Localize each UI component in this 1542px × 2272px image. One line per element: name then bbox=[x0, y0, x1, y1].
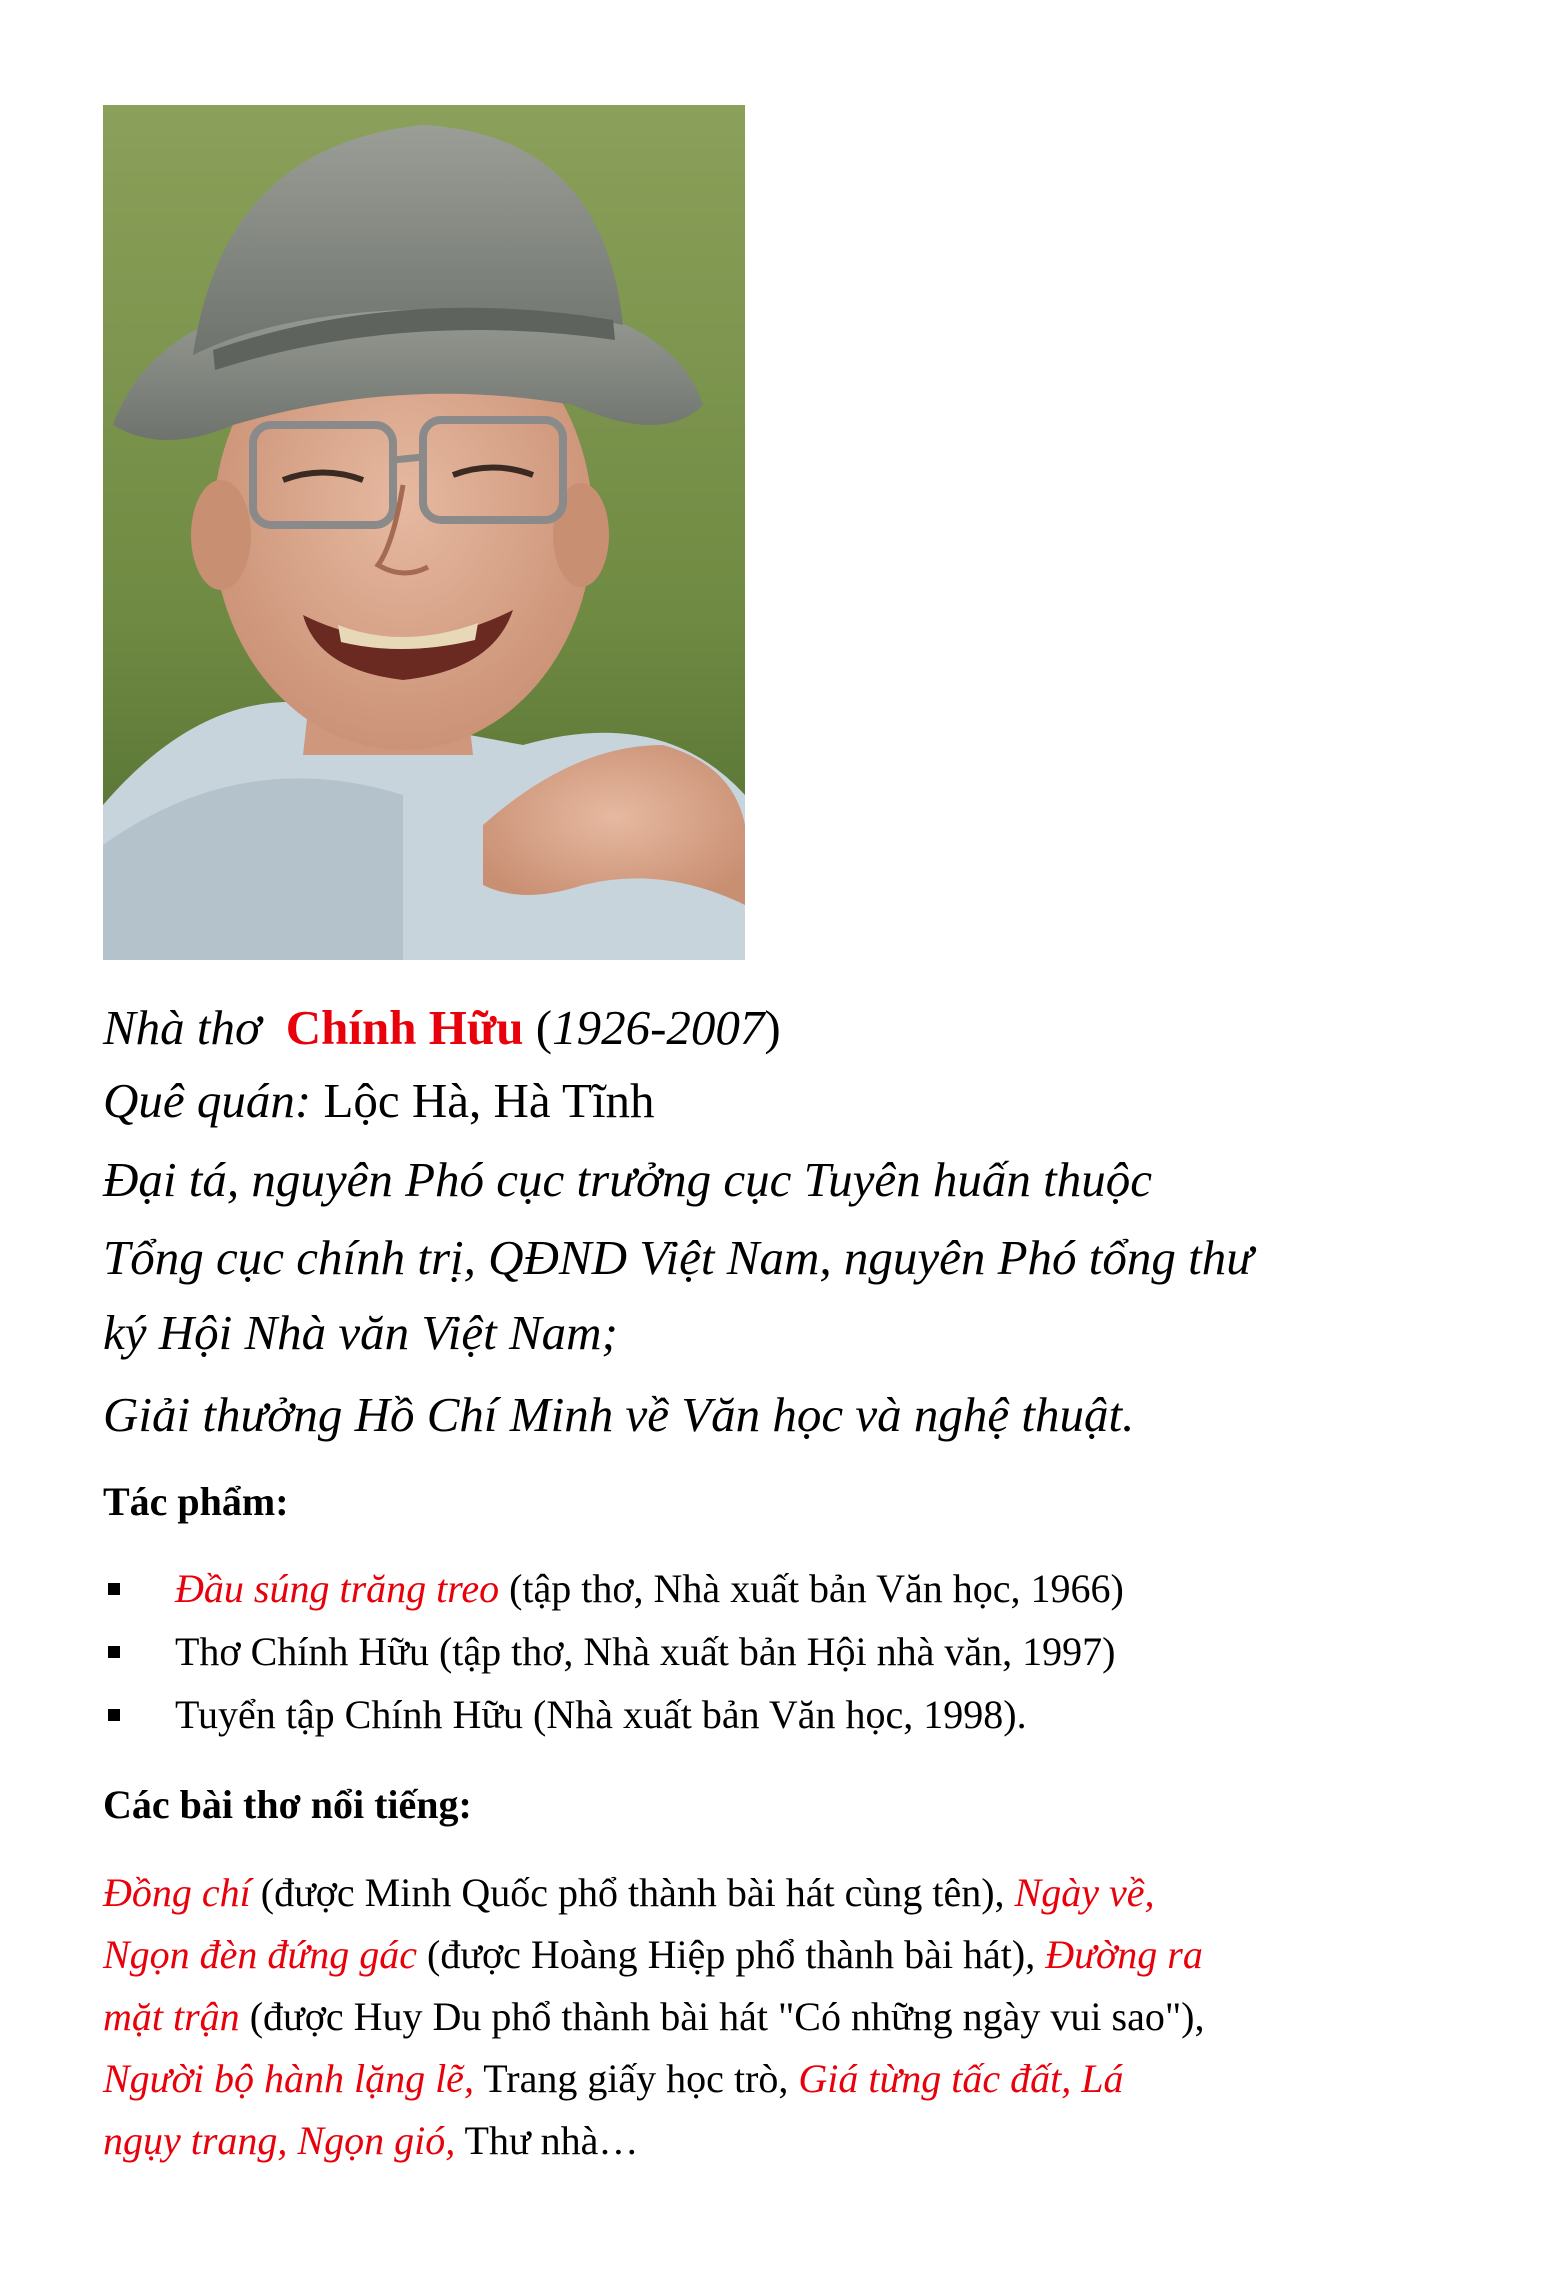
work-detail: (tập thơ, Nhà xuất bản Văn học, 1966) bbox=[499, 1566, 1124, 1611]
poem-title: Đồng chí bbox=[103, 1870, 251, 1915]
portrait-photo bbox=[103, 105, 745, 960]
bullet-icon bbox=[108, 1709, 120, 1721]
position-line: ký Hội Nhà văn Việt Nam; bbox=[103, 1305, 618, 1360]
poem-title: Ngày về, bbox=[1014, 1870, 1155, 1915]
poem-note: (được Minh Quốc phổ thành bài hát cùng tên), bbox=[250, 1870, 1015, 1915]
poem-title: mặt trận bbox=[103, 1994, 240, 2039]
poet-name-line bbox=[103, 1000, 781, 1055]
work-detail: Tuyển tập Chính Hữu (Nhà xuất bản Văn học, 1998). bbox=[175, 1692, 1027, 1737]
poet-years: 1926-2007 bbox=[552, 1000, 765, 1055]
poems-line bbox=[103, 1932, 1203, 1977]
hometown-value: Lộc Hà, Hà Tĩnh bbox=[311, 1073, 655, 1128]
poems-heading: Các bài thơ nổi tiếng: bbox=[103, 1782, 472, 1827]
position-line: Đại tá, nguyên Phó cục trưởng cục Tuyên huấn thuộc bbox=[103, 1152, 1153, 1207]
role-prefix: Nhà thơ bbox=[103, 1000, 262, 1055]
poems-line bbox=[103, 2056, 1124, 2101]
years-close: ) bbox=[764, 1000, 781, 1055]
hometown-label: Quê quán: bbox=[103, 1073, 312, 1128]
poem-note: (được Hoàng Hiệp phổ thành bài hát), bbox=[417, 1932, 1046, 1977]
works-heading: Tác phẩm: bbox=[103, 1479, 289, 1524]
work-detail: Thơ Chính Hữu (tập thơ, Nhà xuất bản Hội nhà văn, 1997) bbox=[175, 1629, 1116, 1674]
poem-note: Thư nhà… bbox=[455, 2118, 639, 2163]
work-title: Đầu súng trăng treo bbox=[175, 1566, 500, 1611]
poem-title: Giá từng tấc đất, Lá bbox=[798, 2056, 1124, 2101]
poems-line bbox=[103, 2118, 639, 2163]
poems-line bbox=[103, 1870, 1155, 1915]
award-line: Giải thưởng Hồ Chí Minh về Văn học và nghệ thuật. bbox=[103, 1387, 1135, 1442]
poem-title: Đường ra bbox=[1045, 1932, 1203, 1977]
position-line: Tổng cục chính trị, QĐND Việt Nam, nguyên Phó tổng thư bbox=[103, 1230, 1253, 1285]
work-list-item bbox=[103, 1629, 1116, 1674]
portrait-photo-icon bbox=[103, 105, 745, 960]
bullet-icon bbox=[108, 1583, 120, 1595]
poem-title: Người bộ hành lặng lẽ, bbox=[103, 2056, 474, 2101]
poems-line bbox=[103, 1994, 1205, 2039]
work-list-item bbox=[103, 1692, 1027, 1737]
work-list-item bbox=[103, 1566, 1124, 1611]
poem-note: (được Huy Du phổ thành bài hát "Có những ngày vui sao"), bbox=[239, 1994, 1205, 2039]
years-open: ( bbox=[523, 1000, 553, 1055]
poem-title: ngụy trang, Ngọn gió, bbox=[103, 2118, 456, 2163]
bullet-icon bbox=[108, 1646, 120, 1658]
hometown-line bbox=[103, 1073, 655, 1128]
poem-note: Trang giấy học trò, bbox=[473, 2056, 799, 2101]
poet-name: Chính Hữu bbox=[285, 1000, 524, 1055]
poem-title: Ngọn đèn đứng gác bbox=[103, 1932, 418, 1977]
